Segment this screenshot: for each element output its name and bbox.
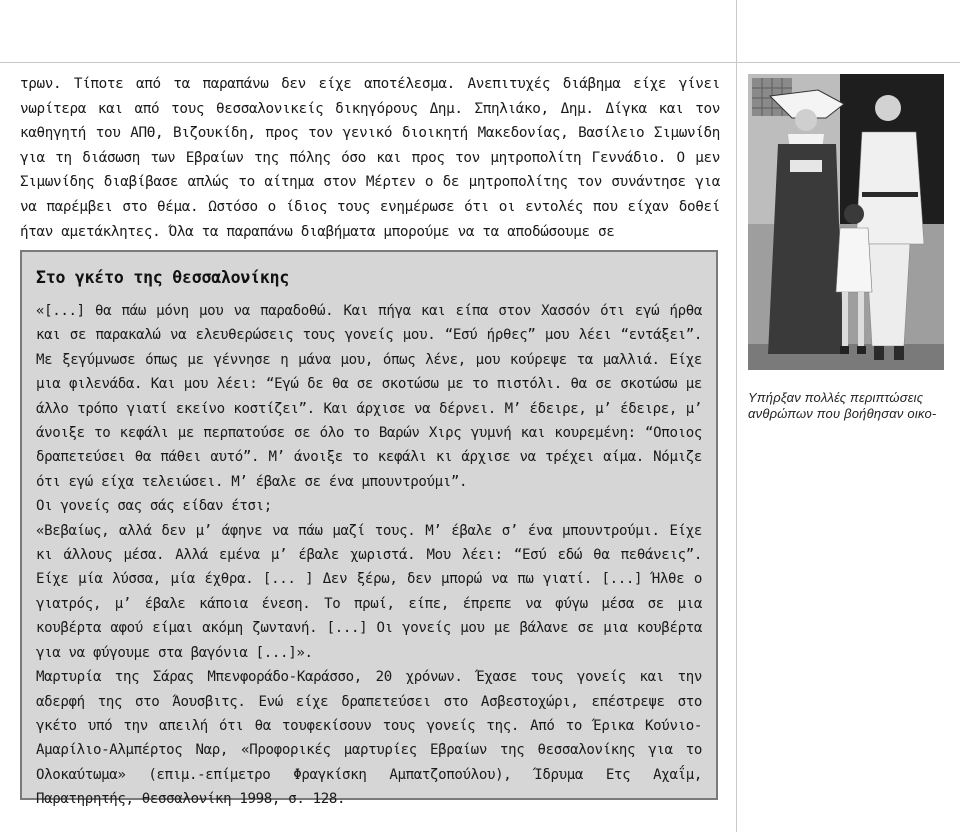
top-rule [0, 62, 960, 63]
box-title: Στο γκέτο της θεσσαλονίκης [36, 268, 290, 287]
intro-paragraph: τρων. Τίποτε από τα παραπάνω δεν είχε αποτέλεσμα. Ανεπιτυχές διάβημα είχε γίνει νωρίτερα και από τους θεσσαλονικείς δικηγόρους Δημ. Σπηλιάκο, Δημ. Δίγκα και τον καθηγητή του ΑΠΘ, Βιζουκίδη, προς τον γενικό διοικητή Μακεδονίας, Βασίλειο Σιμωνίδη για τη διάσωση των Εβραίων της πόλης όσο και προς τον μητροπολίτη Γεννάδιο. Ο μεν Σιμωνίδης διαβίβασε απλώς το αίτημα στον Μέρτεν ο δε μητροπολίτης τον συνάντησε για να παρέμβει στο θέμα. Ωστόσο ο ίδιος τους ενημέρωσε ότι οι εντολές που είχαν δοθεί ήταν αμετάκλητες. Όλα τα παραπάνω διαβήματα μπορούμε να τα αποδώσουμε σε [20, 76, 720, 240]
column-rule [736, 0, 737, 832]
source-paragraph: Μαρτυρία της Σάρας Μπενφοράδο-Καράσσο, 20 χρόνων. Έχασε τους γονείς και την αδερφή της στο Άουσβιτς. Ενώ είχε δραπετεύσει στο Ασβεστοχώρι, επέστρεψε στο γκέτο υπό την απειλή ότι θα τουφεκίσουν τους γονείς της. Από το Έρικα Κούνιο-Αμαρίλιο-Αλμπέρτος Ναρ, «Προφορικές μαρτυρίες Εβραίων της θεσσαλονίκης για το Ολοκαύτωμα» (επιμ.-επίμετρο Φραγκίσκη Αμπατζοπούλου), Ίδρυμα Ετς Αχαΐμ, Παρατηρητής, θεσσαλονίκη 1998, σ. 128. [36, 669, 702, 808]
testimony-paragraph-1: «[...] θα πάω μόνη μου να παραδοθώ. Και πήγα και είπα στον Χασσόν ότι εγώ ήρθα και σε παρακαλώ να ελευθερώσεις τους γονείς μου. “Εσύ ήρθες” μου λέει “εντάξει”. Με ξεγύμνωσε όπως με γέννησε η μάνα μου, όπως λένε, μου κούρεψε τα μαλλιά. Είχε μια φιλενάδα. Και μου λέει: “Εγώ δε θα σε σκοτώσω με το πιστόλι. θα σε σκοτώσω με άλλο τρόπο γιατί εκείνο κοστίζει”. Και άρχισε να δέρνει. Μ’ έδειρε, μ’ έδειρε, μ’ άνοιξε το κεφάλι με περπατούσε σε όλο το Βαρών Χιρς γυμνή και κουρεμένη: “Οποιος δραπετεύσει θα πάθει αυτό”. Μ’ άνοιξε το κεφάλι κι άρχισε να τρέχει αίμα. Νόμιζε ότι εγώ είχα τελειώσει. Μ’ έβαλε σε ένα μπουντρούμι”. [36, 303, 702, 490]
historical-photo [748, 74, 944, 370]
box-body [36, 299, 702, 812]
intro-text [20, 72, 720, 244]
question-paragraph: Οι γονείς σας σάς είδαν έτσι; [36, 498, 272, 515]
ghetto-testimony-box [20, 250, 718, 808]
photo-caption: Υπήρξαν πολλές περιπτώσεις ανθρώπων που βοήθησαν οικο- [748, 390, 937, 421]
testimony-paragraph-2: «Βεβαίως, αλλά δεν μ’ άφηνε να πάω μαζί τους. Μ’ έβαλε σ’ ένα μπουντρούμι. Είχε κι άλλους μέσα. Αλλά εμένα μ’ έβαλε χωριστά. Μου λέει: “Εσύ εδώ θα πεθάνεις”. Είχε μία λύσσα, μία έχθρα. [... ] Δεν ξέρω, δεν μπορώ να πω γιατί. [...] Ήλθε ο γιατρός, μ’ έβαλε κάποια ένεση. Το πρωί, είπε, έπρεπε να φύγω μέσα σε μια κουβέρτα αφού είμαι ακόμη ζωντανή. [...] Οι γονείς μου με βάλανε σε μια κουβέρτα για να φύγουμε στα βαγόνια [...]». [36, 522, 702, 661]
